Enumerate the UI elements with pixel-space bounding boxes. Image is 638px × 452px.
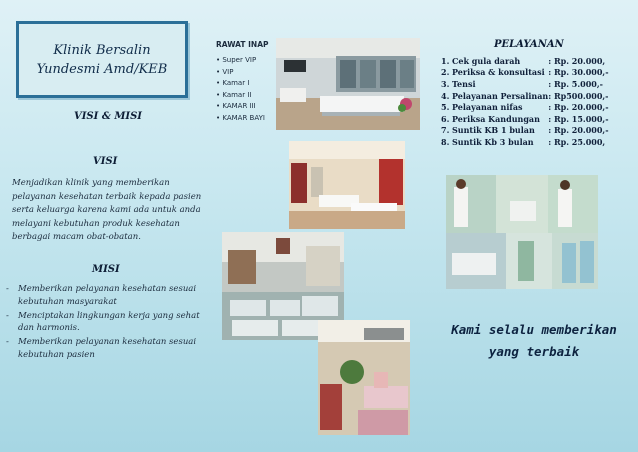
table-row: 1. Cek gula darah : Rp. 20.000, — [441, 55, 606, 66]
pelayanan-title: PELAYANAN — [494, 39, 564, 50]
tagline-line2: yang terbaik — [488, 344, 580, 359]
table-row: 5. Pelayanan nifas : Rp. 20.000,- — [441, 102, 609, 113]
rawat-inap-item: • Kamar II — [216, 90, 252, 99]
rawat-inap-item: • KAMAR BAYI — [216, 113, 265, 122]
table-row: 2. Periksa & konsultasi : Rp. 30.000,- — [441, 67, 609, 78]
rawat-inap-item: • VIP — [216, 67, 234, 76]
tagline-line1: Kami selalu memberikan — [451, 322, 617, 337]
misi-item: - Menciptakan lingkungan kerja yang sehat dan harmonis. — [6, 310, 200, 334]
misi-item: - Memberikan pelayanan kesehatan sesuai kebutuhan pasien — [6, 337, 197, 360]
misi-list — [6, 283, 201, 363]
table-row: 7. Suntik KB 1 bulan : Rp. 20.000,- — [441, 125, 609, 136]
vip-room-photo — [276, 38, 420, 130]
table-row: 4. Pelayanan Persalinan : Rp500.000,- — [441, 90, 609, 101]
ward-room-photo — [289, 141, 405, 229]
table-row: 8. Suntik Kb 3 bulan : Rp. 25.000, — [441, 136, 606, 147]
table-row: 6. Periksa Kandungan : Rp. 15.000,- — [441, 113, 609, 124]
maternity-room-photo — [318, 320, 410, 435]
clinic-name-line2: Yundesmi Amd/KEB — [36, 61, 168, 77]
visi-misi-heading: VISI & MISI — [74, 111, 142, 122]
staff-collage-photo — [446, 175, 598, 289]
tagline — [434, 319, 634, 363]
misi-heading: MISI — [92, 264, 120, 275]
price-table — [441, 55, 609, 148]
visi-text: Menjadikan klinik yang memberikan pelayanan kesehatan terbaik kepada pasien serta keluarga karena kami ada untuk anda melayani kebutuhan produk kesehatan berbagai macam obat-obatan. — [12, 178, 202, 242]
rawat-inap-item: • Kamar I — [216, 79, 250, 87]
clinic-name-line1: Klinik Bersalin — [53, 42, 151, 58]
rawat-inap-item: • Super VIP — [216, 56, 257, 64]
rawat-inap-list — [216, 55, 265, 124]
rawat-inap-title: RAWAT INAP — [216, 40, 269, 49]
rawat-inap-item: • KAMAR III — [216, 102, 256, 110]
visi-heading: VISI — [93, 156, 118, 167]
table-row: 3. Tensi : Rp. 5.000,- — [441, 78, 603, 89]
misi-item: - Memberikan pelayanan kesehatan sesuai kebutuhan masyarakat — [6, 284, 197, 307]
clinic-name-box — [16, 21, 188, 98]
